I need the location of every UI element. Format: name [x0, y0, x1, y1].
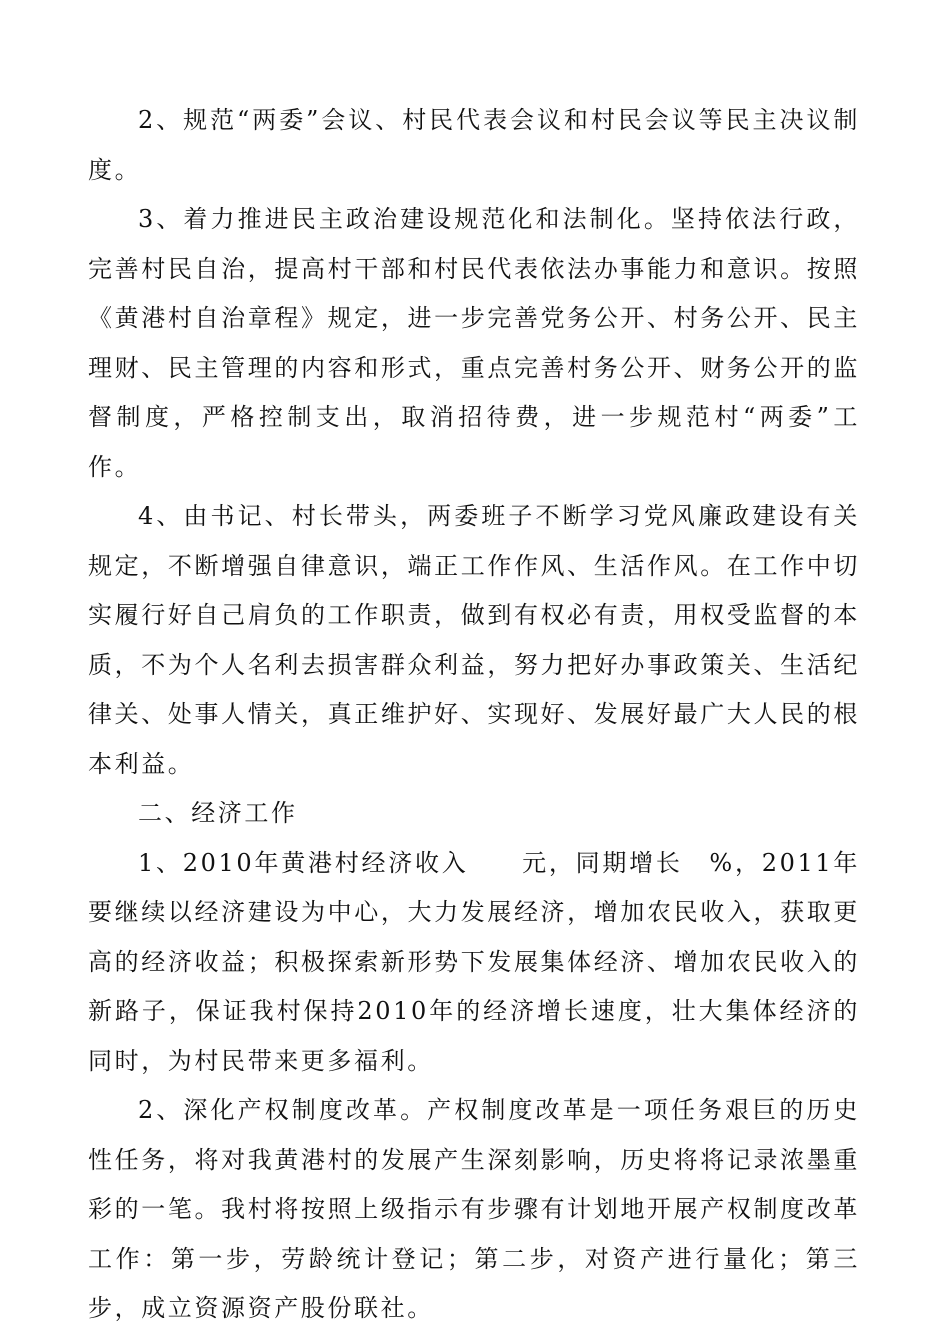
paragraph-leadership-conduct: 4、由书记、村长带头，两委班子不断学习党风廉政建设有关规定，不断增强自律意识，端正工作作风、生活作风。在工作中切实履行好自己肩负的工作职责，做到有权必有责，用权受监督的本质，不为个人名利去损害群众利益，努力把好办事政策关、生活纪律关、处事人情关，真正维护好、实现好、发展好最广大人民的根本利益。	[88, 502, 860, 778]
paragraph-economic-income: 1、2010年黄港村经济收入 元，同期增长 %，2011年要继续以经济建设为中心，大力发展经济，增加农民收入，获取更高的经济收益；积极探索新形势下发展集体经济、增加农民收入的新路子，保证我村保持2010年的经济增长速度，壮大集体经济的同时，为村民带来更多福利。	[88, 848, 860, 1075]
paragraph-rule-of-law: 3、着力推进民主政治建设规范化和法制化。坚持依法行政，完善村民自治，提高村干部和村民代表依法办事能力和意识。按照《黄港村自治章程》规定，进一步完善党务公开、村务公开、民主理财、民主管理的内容和形式，重点完善村务公开、财务公开的监督制度，严格控制支出，取消招待费，进一步规范村“两委”工作。	[88, 205, 860, 481]
paragraph-meeting-system: 2、规范“两委”会议、村民代表会议和村民会议等民主决议制度。	[88, 106, 860, 184]
section-heading-economy: 二、经济工作	[138, 799, 298, 827]
paragraph-property-reform: 2、深化产权制度改革。产权制度改革是一项任务艰巨的历史性任务，将对我黄港村的发展产生深刻影响，历史将将记录浓墨重彩的一笔。我村将按照上级指示有步骤有计划地开展产权制度改革工作：第一步，劳龄统计登记；第二步，对资产进行量化；第三步，成立资源资产股份联社。	[88, 1096, 860, 1322]
document-body	[88, 96, 860, 1334]
